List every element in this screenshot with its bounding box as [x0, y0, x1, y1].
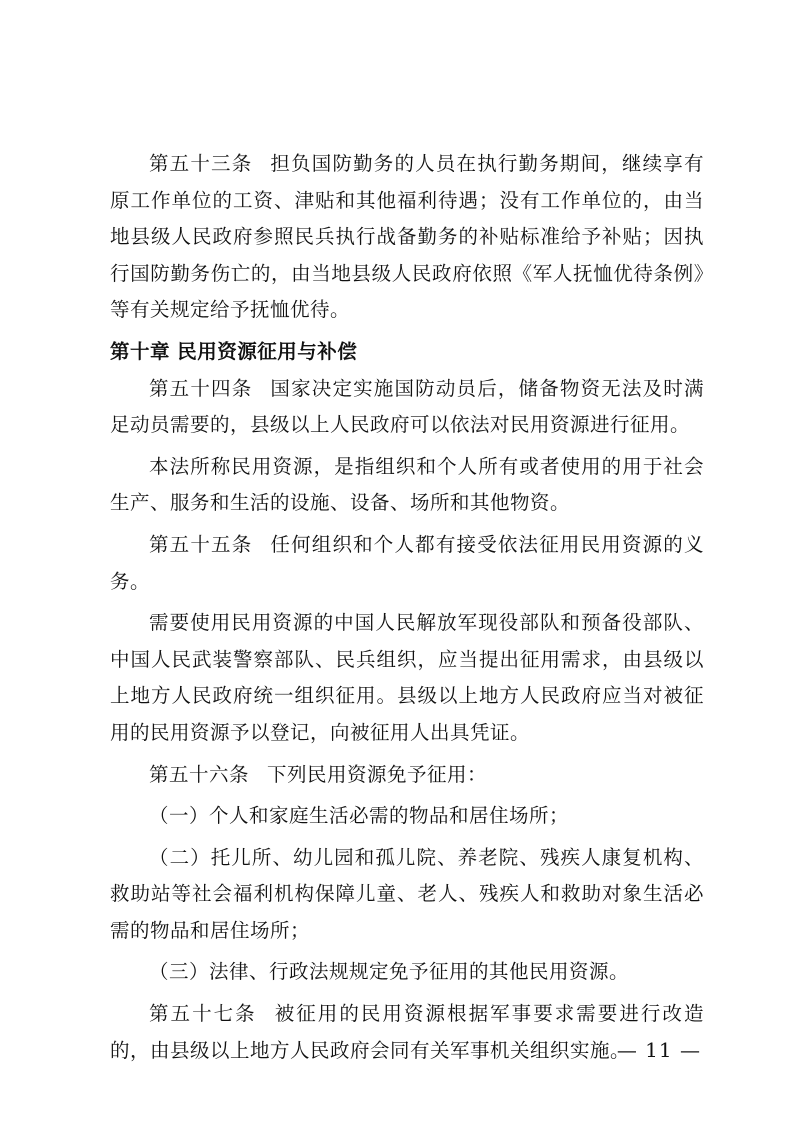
article-text: 担负国防勤务的人员在执行勤务期间，继续享有原工作单位的工资、津贴和其他福利待遇；没有工作单位的，由当地县级人民政府参照民兵执行战备勤务的补贴标准给予补贴；因执行国防勤务伤亡的，由当地县级人民政府依照《军人抚恤优待条例》等有关规定给予抚恤优待。 [110, 152, 704, 322]
article-number: 第五十七条 [149, 1002, 257, 1026]
article-number: 第五十三条 [149, 152, 253, 175]
chapter-heading: 第十章 民用资源征用与补偿 [110, 339, 358, 363]
article-text: 被征用的民用资源根据军事要求需要进行改造的，由县级以上地方人民政府会同有关军事机关组织实施。 [110, 1002, 704, 1062]
article-56 [110, 757, 704, 794]
paragraph-requisition-procedure: 需要使用民用资源的中国人民解放军现役部队和预备役部队、中国人民武装警察部队、民兵组织，应当提出征用需求，由县级以上地方人民政府统一组织征用。县级以上地方人民政府应当对被征用的民用资源予以登记，向被征用人出具凭证。 [110, 611, 704, 744]
page-number: — 11 — [616, 1038, 701, 1062]
paragraph-civil-resources-definition: 本法所称民用资源，是指组织和个人所有或者使用的用于社会生产、服务和生活的设施、设备、场所和其他物资。 [110, 454, 704, 515]
article-53 [110, 146, 704, 329]
article-57 [110, 996, 704, 1069]
list-item-2: （二）托儿所、幼儿园和孤儿院、养老院、残疾人康复机构、救助站等社会福利机构保障儿童、老人、残疾人和救助对象生活必需的物品和居住场所； [110, 845, 704, 942]
list-item-3: （三）法律、行政法规规定免予征用的其他民用资源。 [149, 960, 630, 984]
article-55 [110, 527, 704, 600]
document-body [110, 146, 704, 1069]
article-text: 下列民用资源免予征用： [267, 762, 488, 786]
article-text: 任何组织和个人都有接受依法征用民用资源的义务。 [110, 532, 704, 593]
article-number: 第五十五条 [149, 532, 253, 556]
list-item-1: （一）个人和家庭生活必需的物品和居住场所； [149, 804, 570, 828]
article-54 [110, 371, 704, 444]
article-number: 第五十四条 [149, 376, 253, 400]
article-text: 国家决定实施国防动员后，储备物资无法及时满足动员需要的，县级以上人民政府可以依法对民用资源进行征用。 [110, 376, 704, 437]
article-number: 第五十六条 [149, 762, 250, 786]
